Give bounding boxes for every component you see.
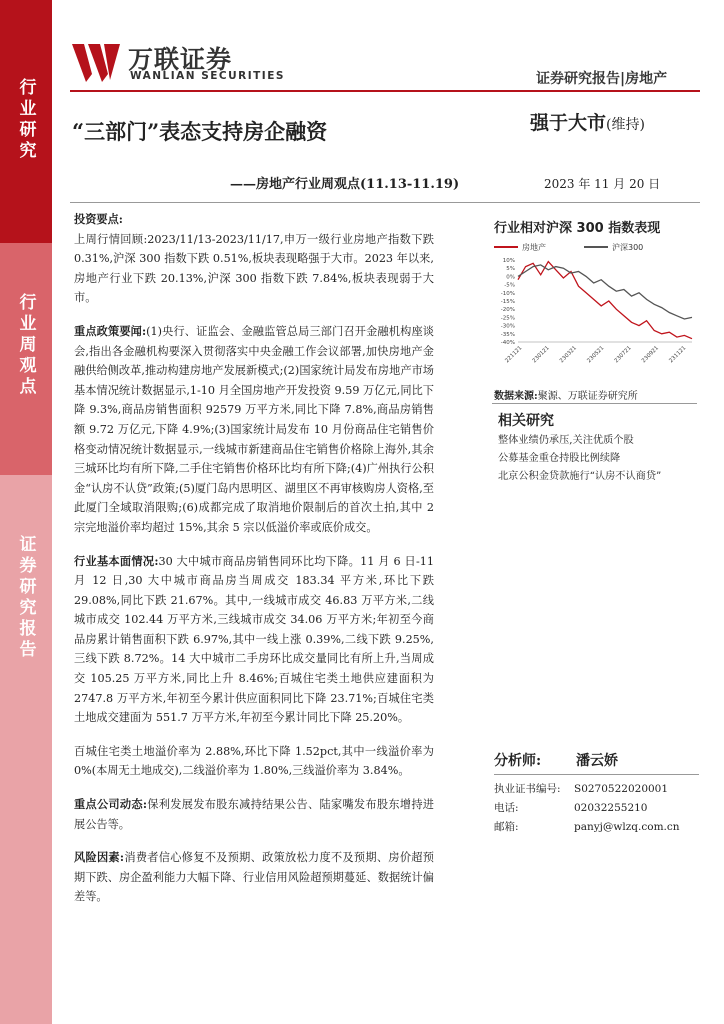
x-tick-label: 221121 xyxy=(504,345,524,365)
series-line xyxy=(518,262,692,339)
y-tick-label: 5% xyxy=(506,266,515,273)
policy-section xyxy=(74,322,434,538)
x-tick-label: 231121 xyxy=(668,345,688,365)
x-tick-label: 230121 xyxy=(531,345,551,365)
wanlian-logo-icon xyxy=(70,40,130,86)
basic-section xyxy=(74,552,434,728)
header-divider xyxy=(70,90,700,92)
related-research-title: 相关研究 xyxy=(498,413,554,429)
phone-label: 电话: xyxy=(494,802,519,814)
y-tick-label: -20% xyxy=(500,307,515,314)
report-date: 2023 年 11 月 20 日 xyxy=(544,177,661,191)
analyst-name: 潘云娇 xyxy=(576,753,618,769)
x-tick-label: 230921 xyxy=(640,345,661,365)
cert-label: 执业证书编号: xyxy=(494,783,561,795)
sidebar xyxy=(0,0,52,1024)
invest-section xyxy=(74,210,434,308)
email-address[interactable]: panyj@wlzq.com.cn xyxy=(574,820,680,833)
chart-title: 行业相对沪深 300 指数表现 xyxy=(494,221,661,236)
analyst-label: 分析师: xyxy=(494,753,542,769)
y-tick-label: -10% xyxy=(500,290,515,297)
report-title: “三部门”表态支持房企融资 xyxy=(72,119,328,144)
y-tick-label: -15% xyxy=(500,299,515,305)
sidebar-tag-weekly-view xyxy=(0,243,52,475)
basic-text: 30 大中城市商品房销售同环比均下降。11 月 6 日-11 月 12 日,30 大中城市商品房当周成交 183.34 平方米,环比下跌 29.08%,同比下跌 21.67%。其中,一线城市成交 46.83 万平方米,二线城市成交 102.44 万平方米,三线城市成交 34.06 万平方米;年初至今商品房累计销售面积下跌 6.97%,其中一线上涨 0.39%,二线下跌 9.25%,三线下跌 8.72%。14 大中城市二手房环比成交量同比有所上升,当周成交 105.25 万平方米,同比上升 8.46%;百城住宅类土地供应建面积为 2747.8 万平方米,年初至今累计供应面积同比下降 23.71%;百城住宅类土地成交建面为 551.7 万平方米,年初至今累计同比下降 25.20%。 xyxy=(74,554,434,725)
y-tick-label: -35% xyxy=(500,331,515,338)
company-section xyxy=(74,795,434,834)
x-tick-label: 230721 xyxy=(613,345,633,365)
sidebar-tag3-text: 证券研究报告 xyxy=(15,535,36,661)
chart-source xyxy=(494,387,638,402)
sidebar-tag1-text: 行业研究 xyxy=(15,78,36,162)
logo-text-cn: 万联证券 xyxy=(128,45,233,74)
analyst-divider xyxy=(494,774,699,775)
y-tick-label: 0% xyxy=(506,274,515,281)
title-divider xyxy=(70,202,700,203)
risk-section xyxy=(74,848,434,907)
policy-heading: 重点政策要闻: xyxy=(74,323,147,338)
logo-text-en: WANLIAN SECURITIES xyxy=(130,70,285,82)
related-item[interactable]: 整体业绩仍承压,关注优质个股 xyxy=(498,435,634,446)
rating-main: 强于大市 xyxy=(530,112,607,134)
sidebar-tag-industry-research xyxy=(0,0,52,243)
report-subtitle: ——房地产行业周观点(11.13-11.19) xyxy=(230,177,460,192)
phone-row xyxy=(494,798,699,817)
rating-sub: (维持) xyxy=(606,117,645,133)
cert-row xyxy=(494,779,699,798)
analyst-info xyxy=(494,748,699,836)
x-tick-label: 230321 xyxy=(558,345,579,365)
legend-label: 房地产 xyxy=(522,243,546,252)
performance-chart xyxy=(492,238,697,383)
series-line xyxy=(518,265,692,319)
phone-number: 02032255210 xyxy=(574,801,648,814)
chart-source-text: 聚源、万联证券研究所 xyxy=(537,391,638,402)
legend-label: 沪深300 xyxy=(612,243,644,252)
company-heading: 重点公司动态: xyxy=(74,797,148,812)
analyst-row xyxy=(494,748,699,772)
right-divider xyxy=(492,403,697,404)
report-type-label: 证券研究报告|房地产 xyxy=(536,71,668,87)
related-item[interactable]: 北京公积金贷款施行“认房不认商贷” xyxy=(498,471,662,482)
x-tick-label: 230521 xyxy=(586,345,606,365)
company-text: 保利发展发布股东减持结果公告、陆家嘴发布股东增持进展公告等。 xyxy=(74,798,434,831)
rating xyxy=(530,108,645,135)
basic-text-2: 百城住宅类土地溢价率为 2.88%,环比下降 1.52pct,其中一线溢价率为 0%(本周无土地成交),二线溢价率为 1.80%,三线溢价率为 3.84%。 xyxy=(74,744,434,778)
email-row xyxy=(494,817,699,836)
invest-text: 上周行情回顾:2023/11/13-2023/11/17,申万一级行业房地产指数下跌 0.31%,沪深 300 指数下跌 0.51%,板块表现略强于大市。2023 年以来,房地产行业下跌 20.13%,沪深 300 指数下跌 7.84%,板块表现弱于大市。 xyxy=(74,232,434,305)
policy-text: (1)央行、证监会、金融监管总局三部门召开金融机构座谈会,指出各金融机构要深入贯彻落实中央金融工作会议部署,加快房地产金融供给侧改革,推动构建房地产发展新模式;(2)国家统计局发布房地产市场基本情况统计数据显示,1-10 月全国房地产开发投资 9.59 万亿元,同比下降 9.3%,商品房销售面积 92579 万平方米,同比下降 7.8%,商品房销售额 9.72 万亿元,下降 4.9%;(3)国家统计局发布 10 月份商品住宅销售价格变动情况统计数据显示,一线城市新建商品住宅销售价格除上海外,其余三城环比均有所下降,二手住宅销售价格环比均有所下降;(4)广州执行公积金“认房不认贷”政策;(5)厦门岛内思明区、湖里区不再审核购房人资格,至此厦门全域取消限购;(6)成都完成了取消地价限制后的首次土拍,其中 2 宗完地溢价率均超过 15%,其余 5 宗以低溢价率或底价成交。 xyxy=(74,324,434,534)
related-research-list xyxy=(498,432,661,486)
y-tick-label: -5% xyxy=(504,282,515,289)
chart-source-label: 数据来源: xyxy=(494,391,538,402)
y-tick-label: -30% xyxy=(500,323,515,330)
sidebar-tag-securities-report xyxy=(0,475,52,1024)
basic-section-2 xyxy=(74,742,434,781)
y-tick-label: 10% xyxy=(502,258,515,264)
y-tick-label: -40% xyxy=(500,340,515,346)
invest-heading: 投资要点: xyxy=(74,212,123,226)
cert-number: S0270522020001 xyxy=(574,782,669,795)
sidebar-tag2-text: 行业周观点 xyxy=(15,293,36,398)
basic-heading: 行业基本面情况: xyxy=(74,553,159,568)
main-content xyxy=(74,210,434,917)
y-tick-label: -25% xyxy=(500,315,515,322)
email-label: 邮箱: xyxy=(494,821,519,833)
related-item[interactable]: 公募基金重仓持股比例续降 xyxy=(498,453,621,464)
risk-text: 消费者信心修复不及预期、政策放松力度不及预期、房价超预期下跌、房企盈利能力大幅下降、行业信用风险超预期蔓延、数据统计偏差等。 xyxy=(74,851,434,904)
risk-heading: 风险因素: xyxy=(74,850,125,865)
